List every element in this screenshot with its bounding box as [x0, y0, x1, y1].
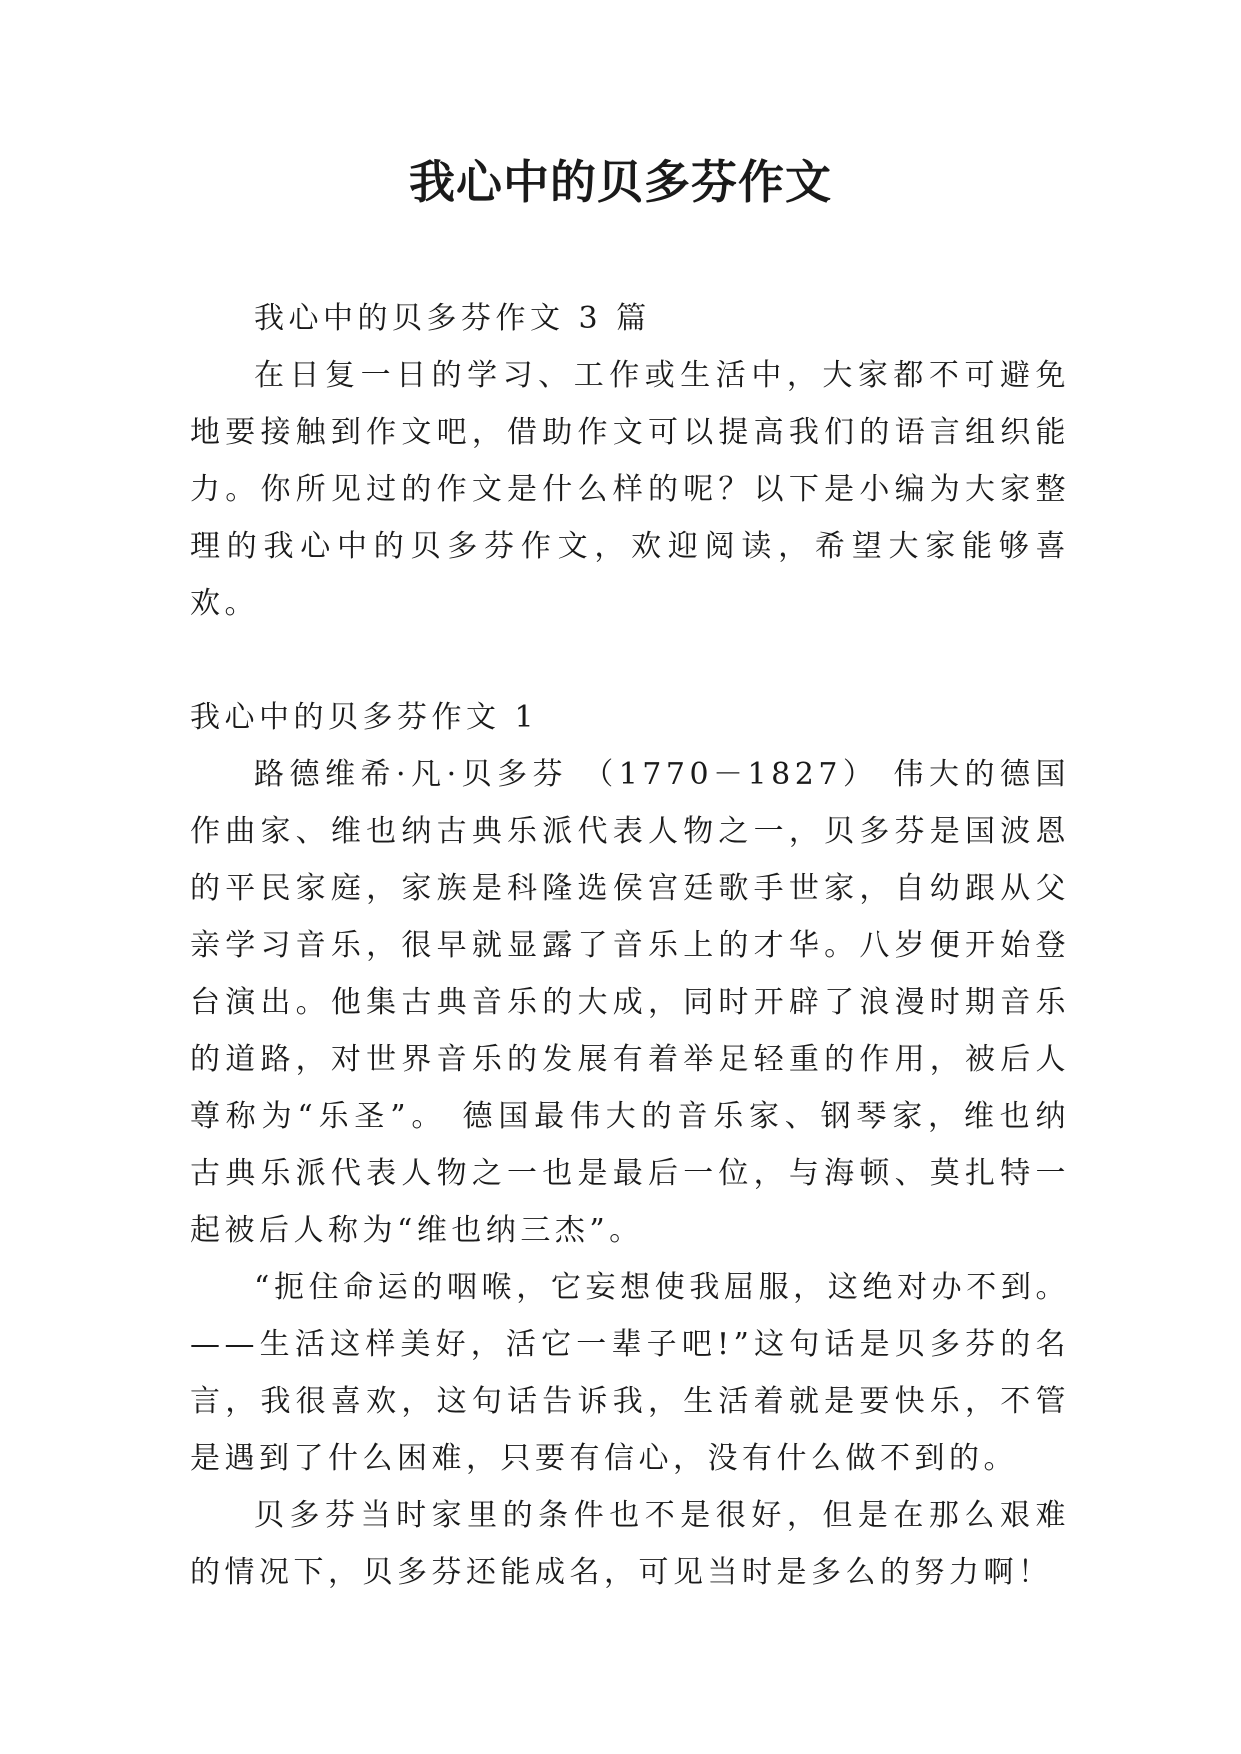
intro-paragraph: 在日复一日的学习、工作或生活中，大家都不可避免地要接触到作文吧，借助作文可以提高我们的语言组织能力。你所见过的作文是什么样的呢？以下是小编为大家整理的我心中的贝多芬作文，欢迎阅读，希望大家能够喜欢。	[190, 358, 1070, 621]
document-body	[190, 290, 1070, 1601]
document-subtitle: 我心中的贝多芬作文 3 篇	[254, 301, 651, 336]
body-paragraph-quote: “扼住命运的咽喉，它妄想使我屈服，这绝对办不到。——生活这样美好，活它一辈子吧!”这句话是贝多芬的名言，我很喜欢，这句话告诉我，生活着就是要快乐，不管是遇到了什么困难，只要有信心，没有什么做不到的。	[190, 1270, 1070, 1476]
body-paragraph-biography: 路德维希·凡·贝多芬 （1770－1827） 伟大的德国作曲家、维也纳古典乐派代表人物之一，贝多芬是国波恩的平民家庭，家族是科隆选侯宫廷歌手世家，自幼跟从父亲学习音乐，很早就显露了音乐上的才华。八岁便开始登台演出。他集古典音乐的大成，同时开辟了浪漫时期音乐的道路，对世界音乐的发展有着举足轻重的作用，被后人尊称为“乐圣”。 德国最伟大的音乐家、钢琴家，维也纳古典乐派代表人物之一也是最后一位，与海顿、莫扎特一起被后人称为“维也纳三杰”。	[190, 757, 1070, 1248]
body-paragraph-conclusion: 贝多芬当时家里的条件也不是很好，但是在那么艰难的情况下，贝多芬还能成名，可见当时是多么的努力啊！	[190, 1498, 1070, 1590]
document-title: 我心中的贝多芬作文	[409, 155, 832, 209]
section-heading: 我心中的贝多芬作文 1	[190, 700, 539, 735]
